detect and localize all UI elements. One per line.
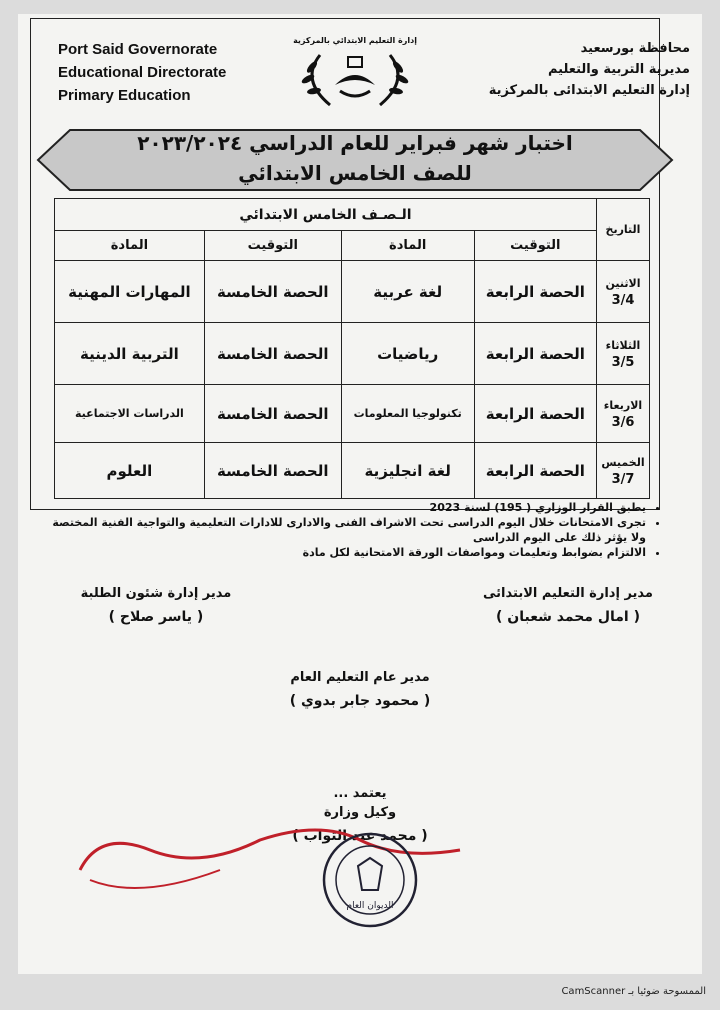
note-item: • تجرى الامتحانات خلال اليوم الدراسى تحت الاشراف الفنى والادارى للادارات التعليمية والتواجية الفنية المختصة ولا يؤثر ذلك على اليوم الدراسى [40, 515, 646, 545]
students-director-signature [56, 586, 256, 625]
time-cell: الحصة الرابعة [474, 323, 596, 385]
table-row [55, 323, 650, 385]
signature-name: ( ياسر صلاح ) [108, 609, 204, 625]
time-cell: الحصة الخامسة [204, 261, 341, 323]
approve-label: يعتمد ... [333, 786, 387, 801]
day-cell [597, 385, 650, 443]
day-date: 3/7 [611, 471, 635, 487]
time-cell: الحصة الخامسة [204, 323, 341, 385]
exam-schedule-table [54, 198, 650, 499]
subject-cell: لغة انجليزية [341, 443, 474, 499]
day-cell [597, 443, 650, 499]
primary-director-signature [448, 586, 688, 625]
table-row [55, 261, 650, 323]
note-item: • الالتزام بضوابط وتعليمات ومواصفات الورقة الامتحانية لكل مادة [40, 545, 646, 560]
header-english-line: Educational Directorate [58, 64, 227, 81]
day-date: 3/5 [611, 354, 635, 370]
time-cell: الحصة الرابعة [474, 261, 596, 323]
day-name: الاثنين [605, 276, 641, 290]
subject-cell: الدراسات الاجتماعية [55, 385, 205, 443]
col-subject-header: المادة [341, 231, 474, 261]
subject-cell: لغة عربية [341, 261, 474, 323]
time-cell: الحصة الرابعة [474, 443, 596, 499]
exam-title-line2: للصف الخامس الابتدائي [238, 161, 472, 185]
directorate-logo [290, 36, 420, 116]
header-arabic-line: إدارة التعليم الابتدائى بالمركزية [488, 83, 690, 98]
day-name: الاربعاء [603, 398, 643, 412]
general-director-signature [250, 670, 470, 709]
day-name: الثلاثاء [605, 338, 641, 352]
signature-title: مدير إدارة شئون الطلبة [80, 586, 232, 601]
signature-title: مدير إدارة التعليم الابتدائى [483, 586, 653, 601]
table-row [55, 443, 650, 499]
table-row [55, 385, 650, 443]
header-english-line: Primary Education [58, 87, 191, 104]
subject-cell: العلوم [55, 443, 205, 499]
column-header-row [55, 231, 650, 261]
scanner-footer: الممسوحة ضوئيا بـ CamScanner [561, 986, 706, 997]
signature-title: مدير عام التعليم العام [290, 670, 430, 685]
time-cell: الحصة الخامسة [204, 443, 341, 499]
col-time-header: التوقيت [474, 231, 596, 261]
day-date: 3/6 [611, 414, 635, 430]
table-header-row [55, 199, 650, 231]
time-cell: الحصة الرابعة [474, 385, 596, 443]
day-cell [597, 323, 650, 385]
subject-cell: التربية الدينية [55, 323, 205, 385]
day-date: 3/4 [611, 292, 635, 308]
grade-header: الـصـف الخامس الابتدائي [55, 199, 597, 231]
note-item: • يطبق القرار الوزاري ( 195) لسنة 2023 [40, 500, 646, 515]
stamp-text: الديوان العام [346, 901, 394, 911]
header-arabic-line: محافظة بورسعيد [580, 41, 690, 56]
subject-cell: المهارات المهنية [55, 261, 205, 323]
header-english-line: Port Said Governorate [58, 41, 218, 58]
time-cell: الحصة الخامسة [204, 385, 341, 443]
day-name: الخميس [601, 455, 645, 469]
official-stamp-icon [320, 830, 420, 930]
subject-cell: رياضيات [341, 323, 474, 385]
date-header: التاريخ [597, 199, 650, 261]
signature-name: ( محمد عبد التواب ) [292, 828, 428, 844]
signature-name: ( امال محمد شعبان ) [496, 609, 640, 625]
day-cell [597, 261, 650, 323]
logo-caption: إدارة التعليم الابتدائي بالمركزية [293, 36, 417, 45]
signature-title: وكيل وزارة [323, 805, 397, 820]
subject-cell: تكنولوجيا المعلومات [341, 385, 474, 443]
exam-title-line1: اختبار شهر فبراير للعام الدراسي ٢٠٢٣/٢٠٢٤ [137, 131, 573, 155]
header-english [58, 38, 226, 107]
signature-name: ( محمود جابر بدوي ) [289, 693, 431, 709]
laurel-logo-icon [290, 45, 420, 111]
col-time-header: التوقيت [204, 231, 341, 261]
header-arabic [489, 38, 690, 101]
exam-title [30, 124, 680, 188]
notes-list [40, 500, 660, 560]
header-arabic-line: مديرية التربية والتعليم [547, 62, 690, 77]
col-subject-header: المادة [55, 231, 205, 261]
